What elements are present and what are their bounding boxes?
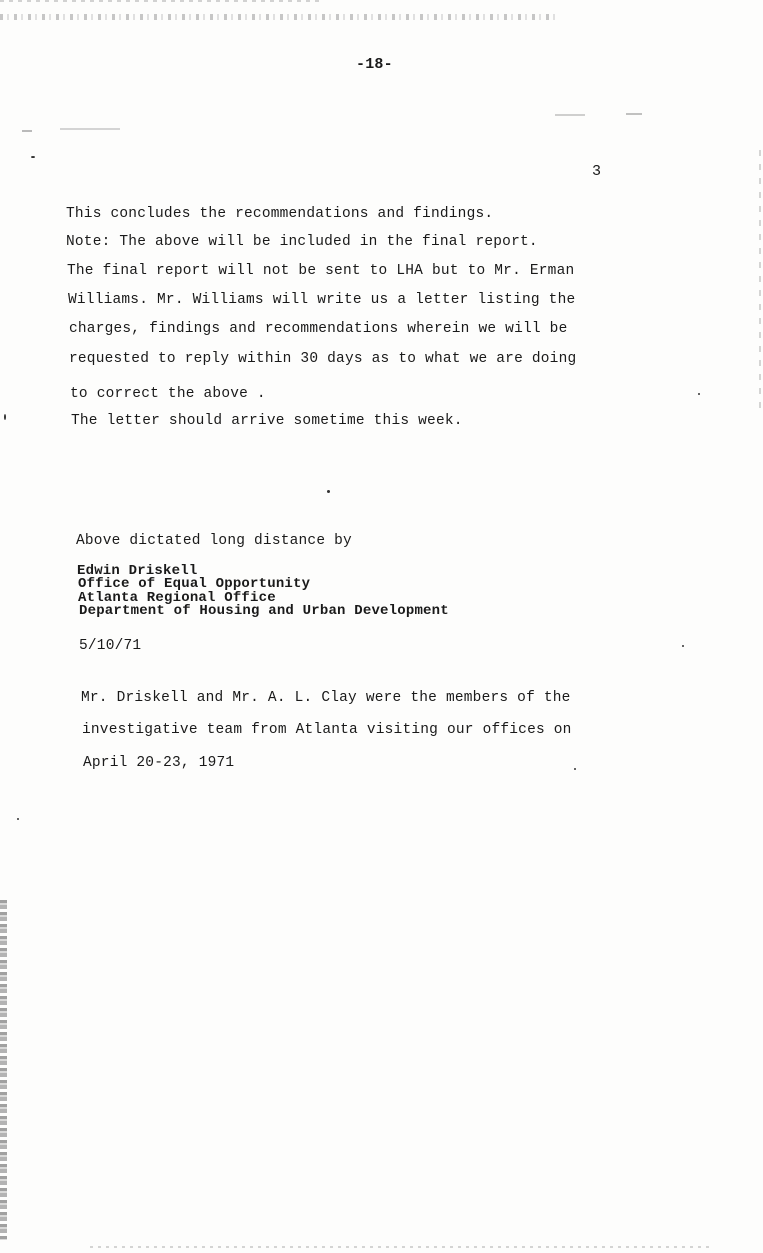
scan-edge-bottom (90, 1246, 710, 1248)
scan-smudge (626, 113, 642, 115)
paragraph-line: to correct the above . (70, 386, 266, 402)
dictation-note: Above dictated long distance by (76, 533, 352, 549)
paragraph-line: requested to reply within 30 days as to what we are doing (69, 351, 577, 367)
paragraph-line: Note: The above will be included in the final report. (66, 234, 538, 250)
signature-name: Edwin Driskell (77, 563, 198, 579)
scan-speck (327, 490, 330, 493)
signature-office: Office of Equal Opportunity (78, 576, 311, 592)
scan-edge-top (0, 14, 560, 20)
scan-smudge (22, 130, 32, 132)
scan-speck (698, 393, 700, 395)
scan-edge-right (759, 150, 761, 410)
closing-line: investigative team from Atlanta visiting our offices on (82, 722, 572, 738)
scan-speck (31, 156, 35, 158)
scan-smudge (555, 114, 585, 116)
closing-line: April 20-23, 1971 (83, 755, 235, 771)
paragraph-line: charges, findings and recommendations wherein we will be (69, 321, 568, 337)
document-date: 5/10/71 (79, 638, 142, 654)
scan-smudge (60, 128, 120, 130)
scan-speck (17, 818, 19, 820)
paragraph-line: Williams. Mr. Williams will write us a letter listing the (68, 292, 576, 308)
paragraph-line: This concludes the recommendations and findings. (66, 206, 494, 222)
scan-edge-left (0, 900, 7, 1240)
scan-edge-top-dashes (0, 0, 320, 2)
section-number: 3 (592, 163, 602, 180)
signature-region: Atlanta Regional Office (78, 590, 276, 606)
scan-speck (682, 645, 684, 647)
page-number: -18- (356, 56, 393, 73)
closing-line: Mr. Driskell and Mr. A. L. Clay were the members of the (81, 690, 571, 706)
scan-speck (4, 414, 6, 420)
paragraph-line: The final report will not be sent to LHA but to Mr. Erman (67, 263, 575, 279)
signature-department: Department of Housing and Urban Development (79, 603, 449, 619)
paragraph-line: The letter should arrive sometime this week. (71, 413, 463, 429)
scan-speck (574, 768, 576, 770)
